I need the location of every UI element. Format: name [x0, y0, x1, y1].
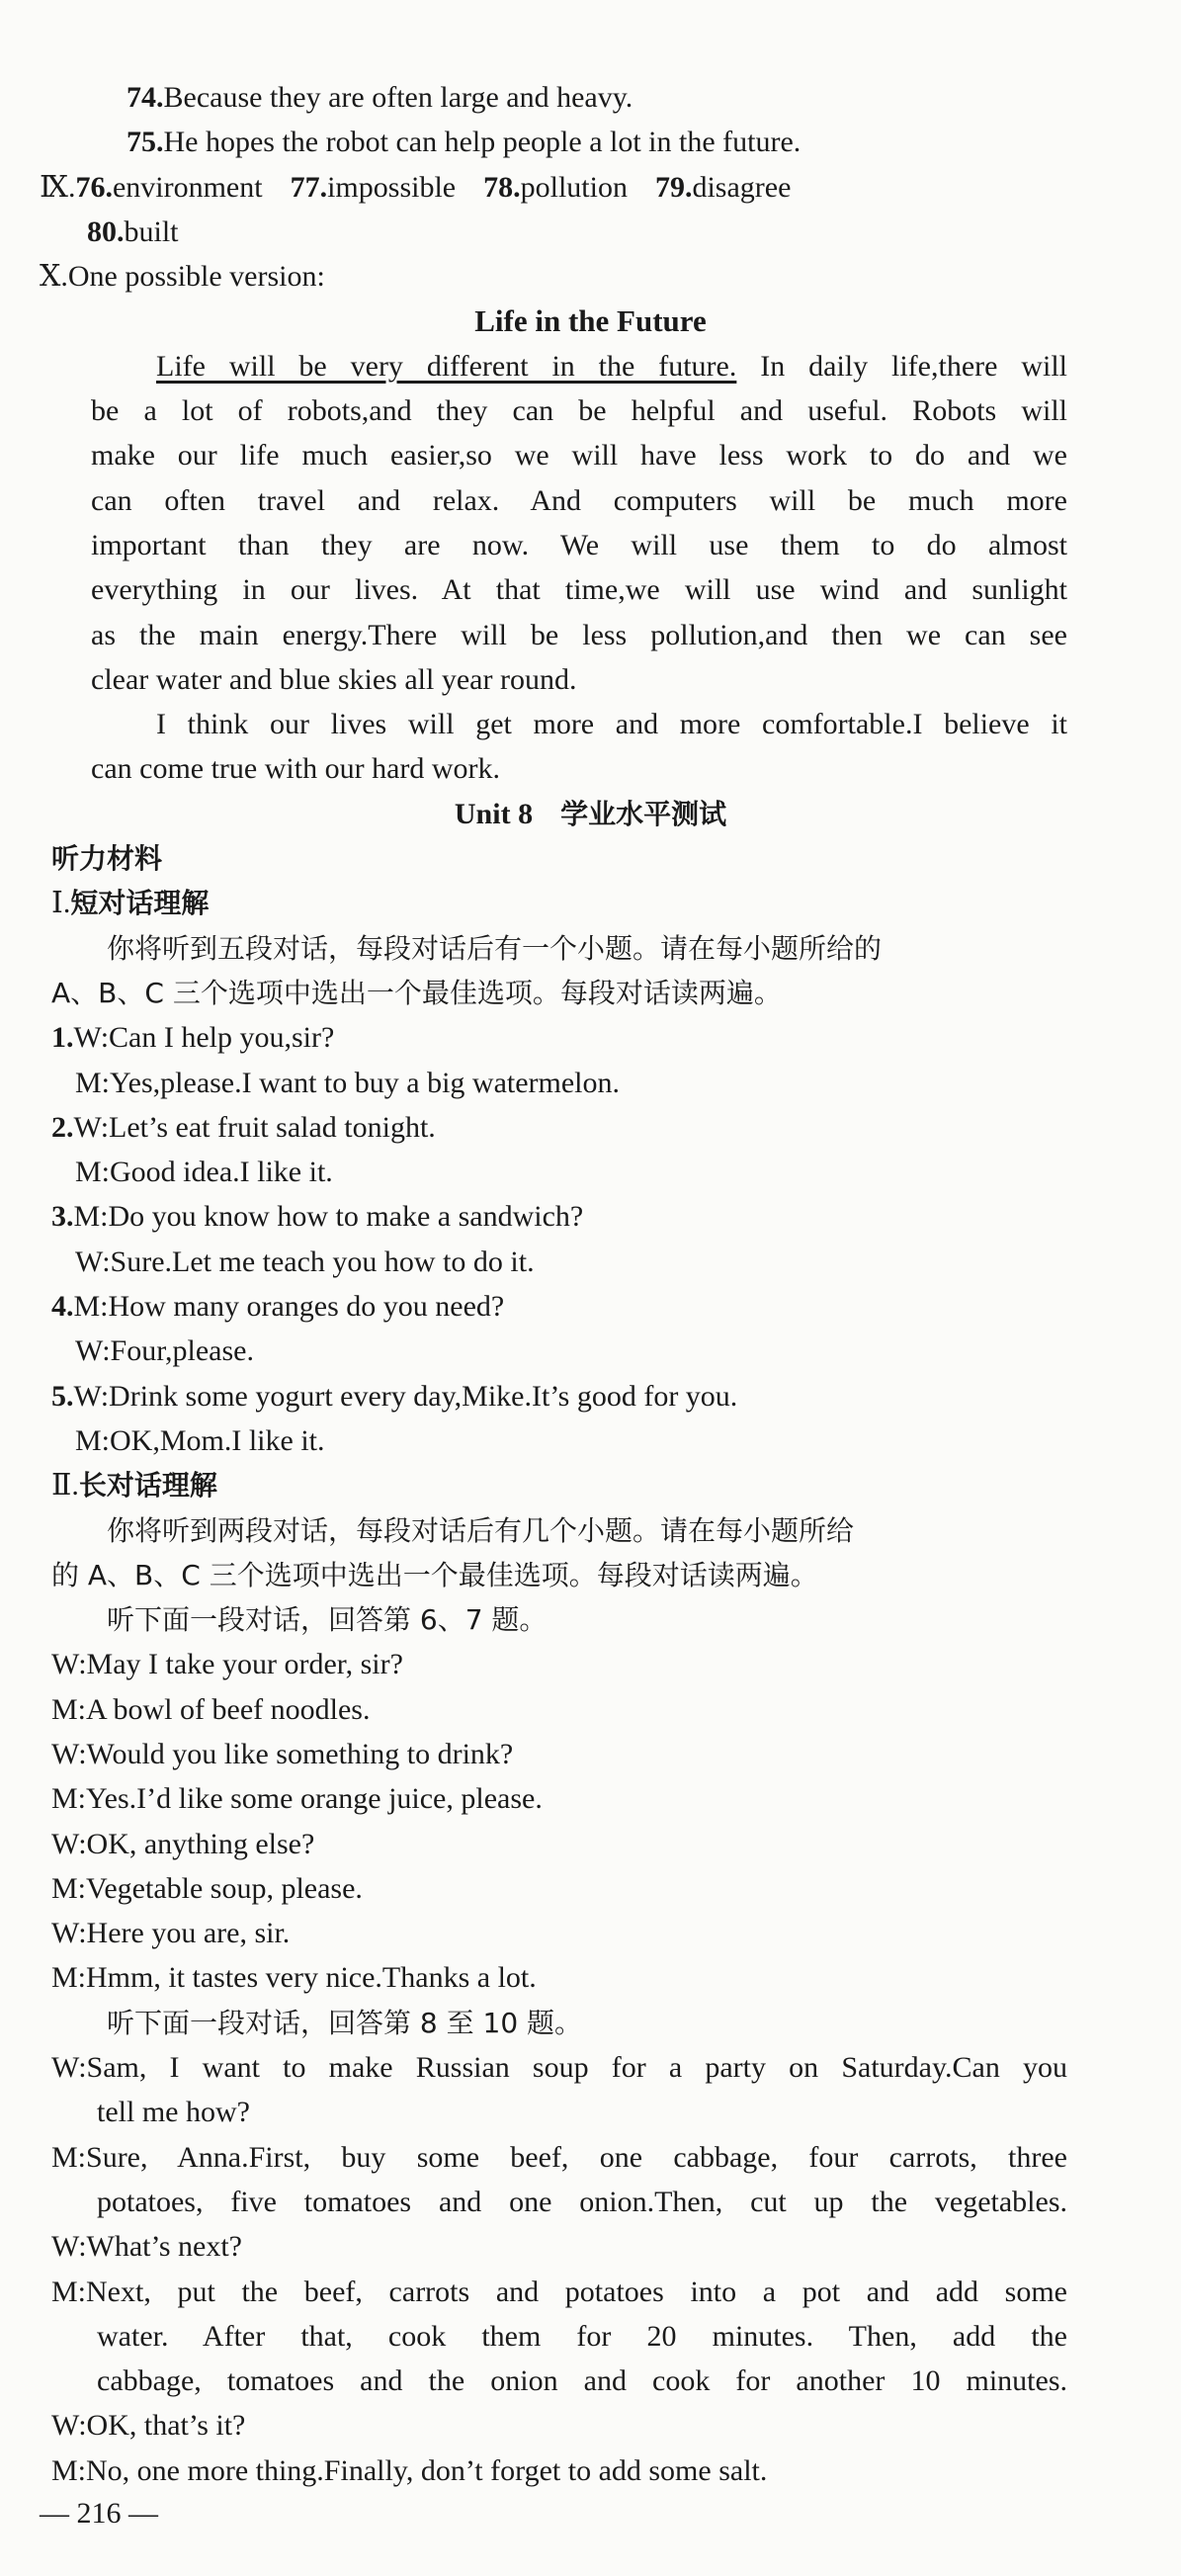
dialog-5-reply: M:OK,Mom.I like it.: [75, 1423, 325, 1457]
dialog-line: W:Here you are, sir.: [51, 1917, 291, 1950]
essay-paragraph-1: [0, 344, 1181, 702]
essay-line: I think our lives will get more and more comfortable.I believe it: [156, 708, 1067, 741]
section-9-answers: Ⅸ.76.environment 77.impossible 78.pollution 79.disagree: [40, 170, 792, 204]
dialog-line-cont: tell me how?: [97, 2096, 250, 2129]
dialog-2-reply: M:Good idea.I like it.: [75, 1156, 333, 1189]
dialog-4-reply: W:Four,please.: [75, 1334, 254, 1368]
dialog-line: W:May I take your order, sir?: [51, 1648, 403, 1681]
page-number: — 216 —: [40, 2497, 158, 2530]
essay-paragraph-2: [0, 702, 1181, 792]
dialog-cue-6-7: 听下面一段对话，回答第 6、7 题。: [107, 1603, 548, 1637]
section-10-intro: Ⅹ.One possible version:: [40, 260, 325, 294]
part-2-instructions: 你将听到两段对话，每段对话后有几个小题。请在每小题所给: [107, 1513, 855, 1547]
dialog-line: M:Hmm, it tastes very nice.Thanks a lot.: [51, 1961, 537, 1995]
part-1-instructions: 你将听到五段对话，每段对话后有一个小题。请在每小题所给的: [107, 931, 883, 965]
essay-title: Life in the Future: [474, 303, 707, 339]
dialog-line: W:OK, that’s it?: [51, 2409, 246, 2443]
dialog-1: 1.W:Can I help you,sir?: [51, 1021, 335, 1055]
part-2-heading: Ⅱ.长对话理解: [51, 1469, 217, 1503]
section-label: Ⅸ.: [40, 170, 76, 204]
answer-75: 75.He hopes the robot can help people a lot in the future.: [127, 126, 801, 159]
essay-line: be a lot of robots,and they can be helpful and useful. Robots will: [91, 394, 1067, 428]
part-1-heading: Ⅰ.短对话理解: [51, 887, 210, 920]
short-dialogs: [0, 1015, 1181, 1463]
dialog-line: W:Sam, I want to make Russian soup for a party on Saturday.Can you: [51, 2051, 1067, 2085]
long-dialog-1: [0, 1642, 1181, 2000]
dialog-line: W:What’s next?: [51, 2230, 242, 2264]
dialog-5: 5.W:Drink some yogurt every day,Mike.It’s good for you.: [51, 1379, 738, 1413]
essay-line: Life will be very different in the future. In daily life,there will: [156, 349, 1068, 383]
dialog-line: M:No, one more thing.Finally, don’t forget to add some salt.: [51, 2453, 768, 2487]
dialog-3-reply: W:Sure.Let me teach you how to do it.: [75, 1245, 535, 1278]
dialog-line: M:Sure, Anna.First, buy some beef, one cabbage, four carrots, three: [51, 2140, 1067, 2174]
dialog-line: W:Would you like something to drink?: [51, 1737, 514, 1770]
essay-topic-sentence: Life will be very different in the future.: [156, 349, 737, 383]
dialog-line: M:Yes.I’d like some orange juice, please.: [51, 1782, 543, 1816]
dialog-line-cont: cabbage, tomatoes and the onion and cook for another 10 minutes.: [97, 2364, 1067, 2398]
essay-line: important than they are now. We will use them to do almost: [91, 528, 1067, 561]
answer-80: 80.built: [87, 215, 179, 248]
dialog-1-reply: M:Yes,please.I want to buy a big watermelon.: [75, 1066, 621, 1099]
dialog-line: W:OK, anything else?: [51, 1827, 315, 1860]
essay-line: everything in our lives. At that time,we will use wind and sunlight: [91, 573, 1067, 607]
unit-heading: Unit 8 学业水平测试: [454, 797, 727, 830]
listening-heading: 听力材料: [51, 842, 163, 876]
essay-line: clear water and blue skies all year round.: [91, 662, 577, 696]
dialog-line: M:Vegetable soup, please.: [51, 1871, 363, 1905]
dialog-line-cont: potatoes, five tomatoes and one onion.Then, cut up the vegetables.: [97, 2185, 1067, 2218]
essay-line: as the main energy.There will be less pollution,and then we can see: [91, 618, 1067, 651]
dialog-4: 4.M:How many oranges do you need?: [51, 1290, 505, 1324]
dialog-2: 2.W:Let’s eat fruit salad tonight.: [51, 1110, 436, 1144]
dialog-3: 3.M:Do you know how to make a sandwich?: [51, 1200, 584, 1234]
dialog-line-cont: water. After that, cook them for 20 minutes. Then, add the: [97, 2319, 1067, 2353]
dialog-cue-8-10: 听下面一段对话，回答第 8 至 10 题。: [107, 2006, 583, 2039]
dialog-line: M:Next, put the beef, carrots and potatoes into a pot and add some: [51, 2275, 1067, 2308]
dialog-line: M:A bowl of beef noodles.: [51, 1692, 371, 1726]
part-2-instructions: 的 A、B、C 三个选项中选出一个最佳选项。每段对话读两遍。: [51, 1558, 818, 1591]
part-1-instructions: A、B、C 三个选项中选出一个最佳选项。每段对话读两遍。: [51, 976, 782, 1009]
answer-74: 74.Because they are often large and heavy.: [127, 81, 633, 114]
essay-line: can often travel and relax. And computers will be much more: [91, 483, 1067, 517]
essay-line: can come true with our hard work.: [91, 752, 501, 786]
long-dialog-2: [0, 2045, 1181, 2493]
essay-line: make our life much easier,so we will have less work to do and we: [91, 439, 1067, 472]
